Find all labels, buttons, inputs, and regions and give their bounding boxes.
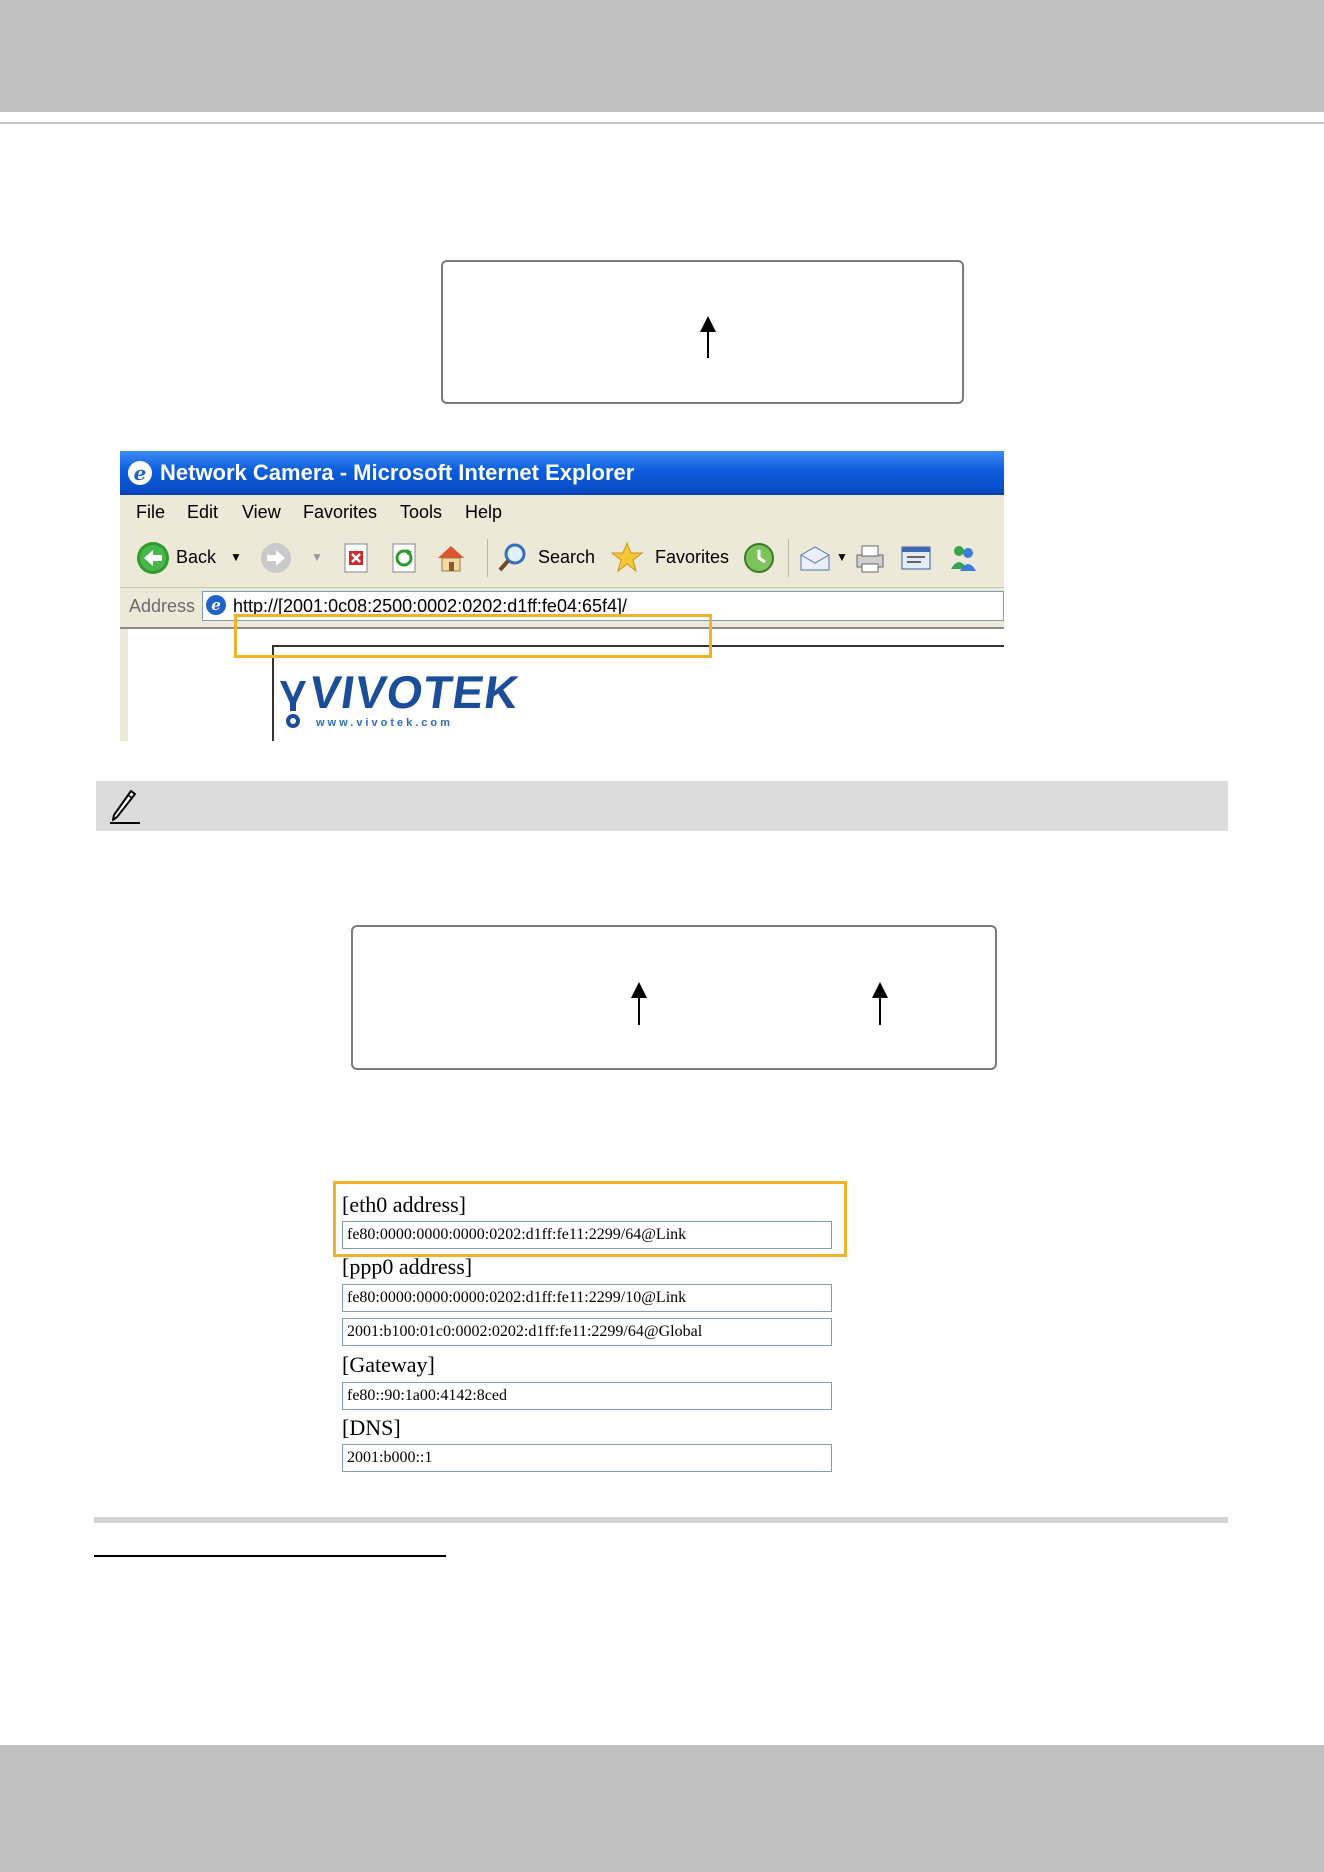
edit-icon[interactable]	[899, 541, 933, 575]
browser-toolbar	[120, 529, 1004, 588]
eth0-address-field: fe80:0000:0000:0000:0202:d1ff:fe11:2299/64@Link	[342, 1221, 832, 1249]
menu-help[interactable]: Help	[465, 502, 503, 522]
menu-view[interactable]: View	[242, 502, 281, 522]
mail-icon[interactable]	[798, 541, 832, 575]
back-dropdown-icon[interactable]: ▼	[230, 550, 242, 564]
favorites-button-label[interactable]: Favorites	[655, 547, 730, 567]
menu-edit[interactable]: Edit	[187, 502, 219, 522]
up-arrow-icon	[879, 984, 881, 1025]
browser-window	[120, 451, 1004, 741]
menu-favorites[interactable]: Favorites	[303, 502, 378, 522]
gateway-label: [Gateway]	[342, 1352, 435, 1377]
menu-bar	[120, 495, 1004, 529]
search-icon[interactable]	[496, 541, 530, 575]
dns-label: [DNS]	[342, 1415, 401, 1440]
up-arrow-icon	[707, 318, 709, 358]
back-arrow-icon[interactable]	[136, 541, 170, 575]
vivotek-logo-text: VIVOTEK	[306, 666, 523, 718]
menu-file[interactable]: File	[136, 502, 166, 522]
back-button-label[interactable]: Back	[176, 547, 217, 567]
refresh-icon[interactable]	[388, 541, 422, 575]
eth0-address-label: [eth0 address]	[342, 1192, 467, 1217]
browser-title-bar	[120, 451, 1004, 495]
ppp0-link-address-field: fe80:0000:0000:0000:0202:d1ff:fe11:2299/10@Link	[342, 1284, 832, 1312]
print-icon[interactable]	[853, 541, 887, 575]
forward-arrow-icon[interactable]	[259, 541, 293, 575]
address-highlight-box	[234, 614, 712, 658]
mail-dropdown-icon[interactable]: ▼	[836, 550, 848, 564]
up-arrow-icon	[638, 984, 640, 1025]
address-label: Address	[129, 596, 196, 616]
dns-field: 2001:b000::1	[342, 1444, 832, 1472]
browser-title: Network Camera - Microsoft Internet Explorer	[160, 460, 635, 485]
messenger-icon[interactable]	[946, 541, 980, 575]
history-icon[interactable]	[742, 541, 776, 575]
page-footer-band	[0, 1745, 1324, 1872]
page-left-pane	[120, 629, 128, 741]
vivotek-logo-url: www.vivotek.com	[316, 717, 453, 729]
footnote-rule	[94, 1555, 446, 1557]
vivotek-logo-mark-icon	[278, 677, 308, 731]
diagram-box-top	[441, 260, 964, 404]
menu-tools[interactable]: Tools	[400, 502, 443, 522]
search-button-label[interactable]: Search	[538, 547, 596, 567]
page-icon: e	[206, 595, 226, 615]
toolbar-separator	[487, 539, 488, 577]
stop-icon[interactable]	[340, 541, 374, 575]
page-header-band	[0, 0, 1324, 112]
diagram-box-bottom	[351, 925, 997, 1070]
pencil-note-icon	[104, 787, 144, 825]
gateway-field: fe80::90:1a00:4142:8ced	[342, 1382, 832, 1410]
home-icon[interactable]	[434, 541, 468, 575]
ppp0-address-label: [ppp0 address]	[342, 1254, 473, 1279]
toolbar-separator	[788, 539, 789, 577]
header-rule	[0, 122, 1324, 124]
address-input[interactable]: http://[2001:0c08:2500:0002:0202:d1ff:fe04:65f4]/	[202, 591, 1004, 621]
note-bar	[96, 781, 1228, 831]
ppp0-global-address-field: 2001:b100:01c0:0002:0202:d1ff:fe11:2299/64@Global	[342, 1318, 832, 1346]
section-divider	[94, 1517, 1228, 1523]
internet-explorer-icon: e	[128, 461, 152, 485]
forward-dropdown-icon[interactable]: ▼	[311, 550, 323, 564]
favorites-star-icon[interactable]	[610, 541, 644, 575]
